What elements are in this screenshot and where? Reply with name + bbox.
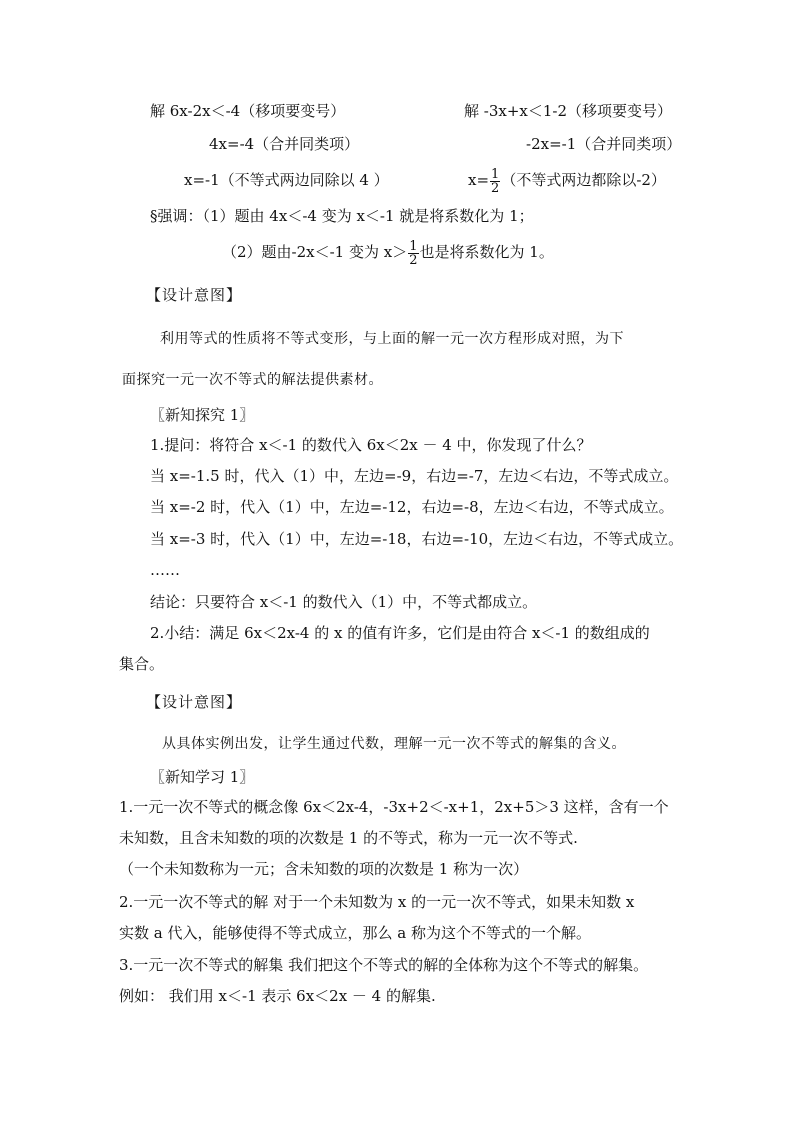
conclusion-line: 结论：只要符合 x＜-1 的数代入（1）中，不等式都成立。 (150, 593, 538, 611)
solution-def-line-2: 实数 a 代入，能够使得不等式成立，那么 a 称为这个不等式的一个解。 (119, 924, 591, 942)
left-solution-line-3: x=-1（不等式两边同除以 4 ） (184, 171, 389, 189)
emphasis-line-1: §强调：（1）题由 4x＜-4 变为 x＜-1 就是将系数化为 1； (150, 207, 534, 225)
fraction-denominator: 2 (409, 252, 418, 268)
summary-line-1: 2.小结：满足 6x＜2x-4 的 x 的值有许多，它们是由符合 x＜-1 的数组成的 (150, 624, 650, 642)
fraction-numerator: 1 (491, 166, 500, 182)
right-solution-note: （不等式两边都除以-2） (501, 171, 666, 189)
summary-line-2: 集合。 (119, 655, 165, 673)
left-solution-line-2: 4x=-4（合并同类项） (209, 135, 360, 153)
left-solution-line-1: 解 6x-2x＜-4（移项要变号） (150, 102, 346, 120)
case-line-3: 当 x=-3 时，代入（1）中，左边=-18，右边=-10，左边＜右边，不等式成立。 (150, 530, 684, 548)
emphasis-line-2 (222, 232, 554, 272)
case-line-2: 当 x=-2 时，代入（1）中，左边=-12，右边=-8，左边＜右边，不等式成立。 (150, 498, 674, 516)
ellipsis: …… (150, 561, 180, 579)
right-solution-line-2: -2x=-1（合并同类项） (526, 135, 682, 153)
question-line: 1.提问：将符合 x＜-1 的数代入 6x＜2x － 4 中，你发现了什么？ (150, 436, 592, 454)
case-line-1: 当 x=-1.5 时，代入（1）中，左边=-9，右边=-7，左边＜右边，不等式成立。 (150, 467, 679, 485)
concept-line-2: 未知数，且含未知数的项的次数是 1 的不等式，称为一元一次不等式. (119, 829, 578, 847)
concept-line-1: 1.一元一次不等式的概念像 6x＜2x-4，-3x+2＜-x+1，2x+5＞3 这样，含有一个 (119, 798, 669, 816)
design-intent-text-1: 利用等式的性质将不等式变形，与上面的解一元一次方程形成对照，为下 (160, 331, 624, 347)
emphasis-line-2-text: （2）题由-2x＜-1 变为 x＞ (222, 243, 408, 261)
concept-note: （一个未知数称为一元；含未知数的项的次数是 1 称为一次） (119, 860, 529, 878)
right-solution-line-3 (468, 160, 666, 200)
fraction-one-half (490, 168, 500, 195)
solution-def-line-1: 2.一元一次不等式的解 对于一个未知数为 x 的一元一次不等式，如果未知数 x (119, 893, 635, 911)
right-solution-x-eq: x= (468, 171, 490, 189)
new-learning-heading: 〖新知学习 1〗 (150, 768, 255, 786)
solution-set-line-2: 例如： 我们用 x＜-1 表示 6x＜2x － 4 的解集. (119, 987, 436, 1005)
design-intent-text-2: 面探究一元一次不等式的解法提供素材。 (122, 372, 383, 388)
new-explore-heading: 〖新知探究 1〗 (150, 406, 255, 424)
design-intent-heading: 【设计意图】 (146, 693, 243, 711)
emphasis-line-2-end: 也是将系数化为 1。 (419, 243, 554, 261)
fraction-one-half (408, 240, 418, 267)
fraction-denominator: 2 (491, 180, 500, 196)
fraction-numerator: 1 (409, 238, 418, 254)
solution-set-line-1: 3.一元一次不等式的解集 我们把这个不等式的解的全体称为这个不等式的解集。 (119, 956, 649, 974)
right-solution-line-1: 解 -3x+x＜1-2（移项要变号） (464, 102, 673, 120)
design-intent-heading: 【设计意图】 (146, 286, 243, 304)
design-intent-text: 从具体实例出发，让学生通过代数，理解一元一次不等式的解集的含义。 (162, 736, 626, 752)
